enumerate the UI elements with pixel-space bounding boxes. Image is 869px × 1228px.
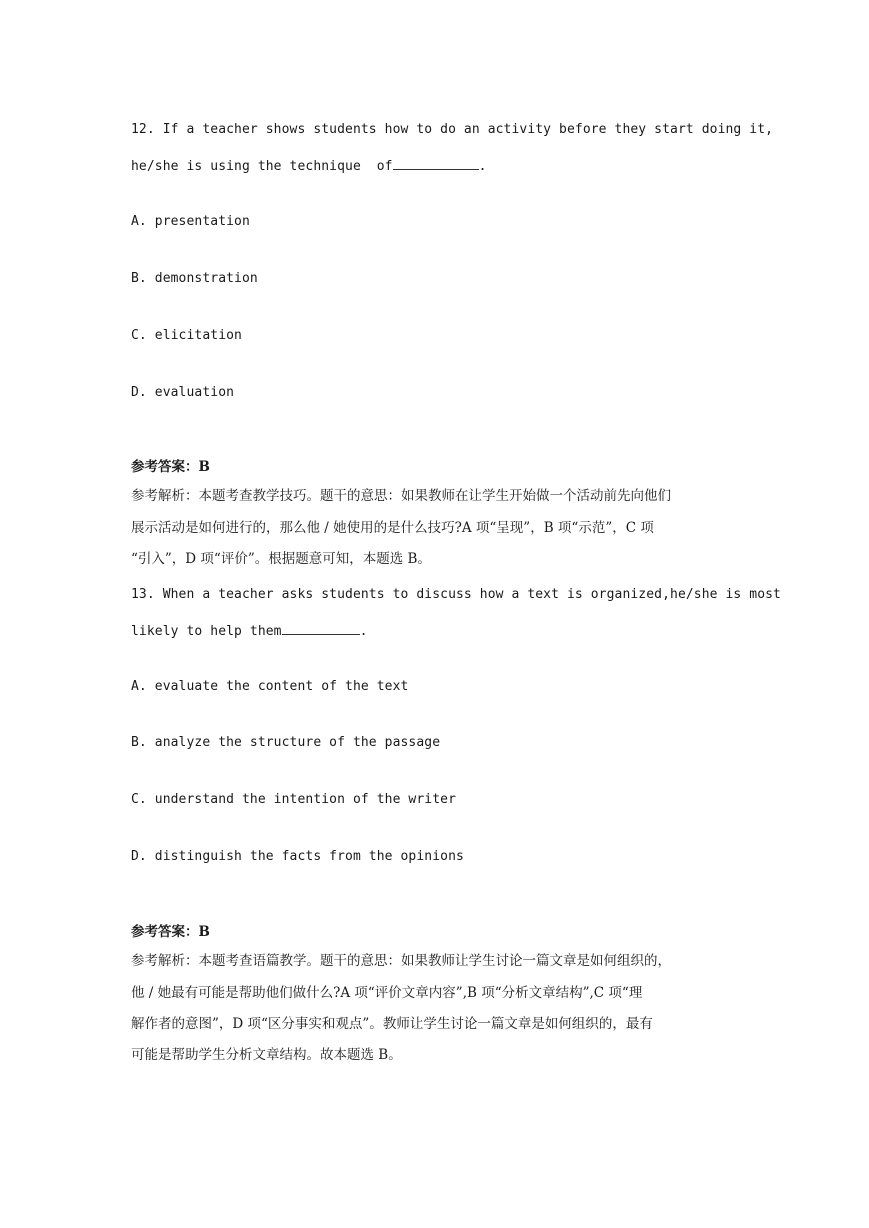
- question-13-explanation-line1: 参考解析：本题考查语篇教学。题干的意思：如果教师让学生讨论一篇文章是如何组织的，: [131, 953, 671, 969]
- question-13-stem-text: likely to help them: [131, 624, 282, 639]
- question-12-option-b: B. demonstration: [131, 271, 258, 286]
- question-12-stem-line2: [131, 156, 487, 176]
- question-12-option-a: A. presentation: [131, 214, 250, 229]
- question-12-option-c: C. elicitation: [131, 328, 242, 343]
- question-13-stem-line2: [131, 621, 368, 641]
- question-13-option-d: D. distinguish the facts from the opinions: [131, 849, 464, 864]
- question-13-option-a: A. evaluate the content of the text: [131, 679, 409, 694]
- question-12-explanation-line2: 展示活动是如何进行的，那么他 / 她使用的是什么技巧?A 项“呈现”，B 项“示范”，C 项: [131, 520, 654, 536]
- question-12-option-d: D. evaluation: [131, 385, 235, 400]
- question-13-option-c: C. understand the intention of the writer: [131, 792, 456, 807]
- answer-blank: [393, 156, 479, 170]
- question-13-option-b: B. analyze the structure of the passage: [131, 735, 441, 750]
- question-12-answer: 参考答案：B: [131, 459, 210, 475]
- question-12-stem-end: .: [478, 159, 487, 174]
- question-13-stem-end: .: [359, 624, 368, 639]
- question-13-explanation-line3: 解作者的意图”，D 项“区分事实和观点”。教师让学生讨论一篇文章是如何组织的，最有: [131, 1016, 653, 1032]
- question-12-explanation-line3: “引入”，D 项“评价”。根据题意可知，本题选 B。: [131, 551, 431, 567]
- question-12-stem-text: he/she is using the technique of: [131, 159, 393, 174]
- question-12-stem-line1: 12. If a teacher shows students how to do an activity before they start doing it,: [131, 122, 774, 137]
- question-13-explanation-line2: 他 / 她最有可能是帮助他们做什么?A 项“评价文章内容”,B 项“分析文章结构”,C 项“理: [131, 985, 643, 1001]
- answer-blank: [282, 621, 360, 635]
- question-12-explanation-line1: 参考解析：本题考查教学技巧。题干的意思：如果教师在让学生开始做一个活动前先向他们: [131, 488, 671, 504]
- question-13-answer: 参考答案：B: [131, 924, 210, 940]
- question-13-explanation-line4: 可能是帮助学生分析文章结构。故本题选 B。: [131, 1047, 402, 1063]
- question-13-stem-line1: 13. When a teacher asks students to discuss how a text is organized,he/she is most: [131, 587, 781, 602]
